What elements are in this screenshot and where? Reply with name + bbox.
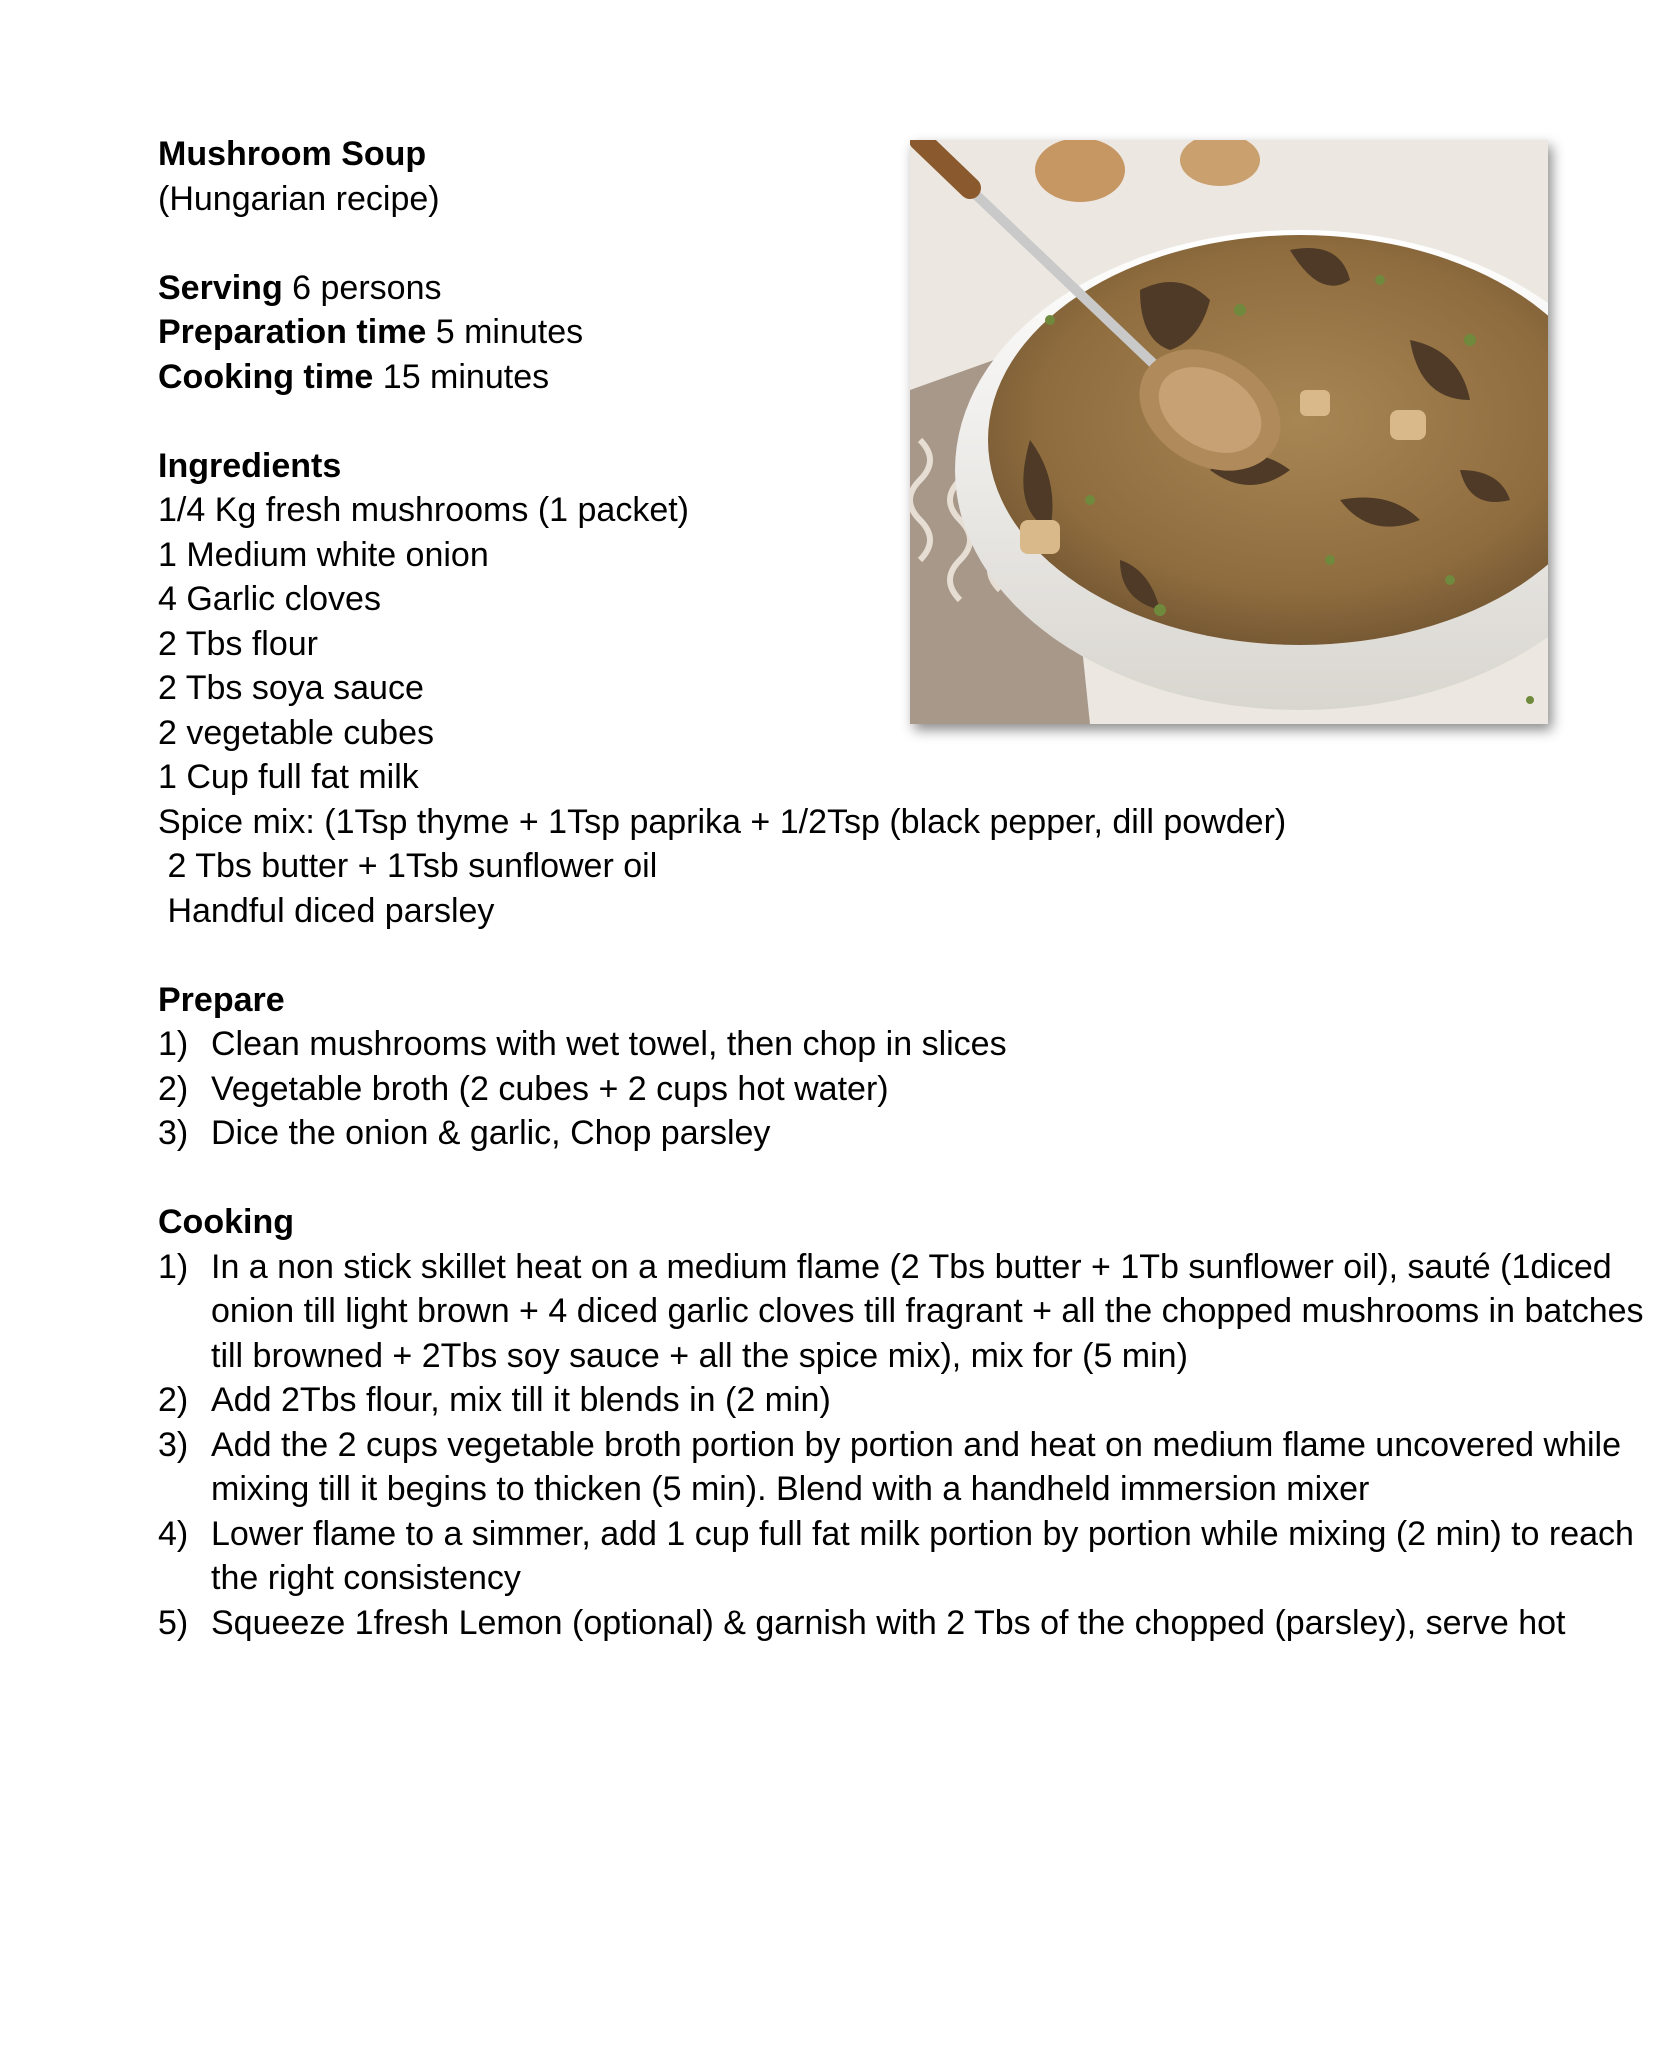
ingredient-item: 1/4 Kg fresh mushrooms (1 packet) [158, 491, 690, 529]
step-number: 3) [158, 1425, 189, 1464]
cook-time-value: 15 minutes [373, 357, 550, 396]
soup-bowl-illustration [910, 140, 1548, 724]
step-number: 2) [158, 1381, 189, 1419]
step-text: Dice the onion & garlic, Chop parsley [211, 1114, 771, 1152]
step-text: Add 2Tbs flour, mix till it blends in (2 min) [211, 1381, 831, 1419]
serving-value: 6 persons [282, 268, 442, 307]
mushroom-cap [1035, 140, 1125, 202]
ingredient-item: 2 Tbs butter + 1Tsb sunflower oil [158, 847, 658, 885]
recipe-title: Mushroom Soup [158, 135, 427, 173]
soup-photo [910, 140, 1548, 724]
step-text: Squeeze 1fresh Lemon (optional) & garnish with 2 Tbs of the chopped (parsley), serve hot [211, 1603, 1566, 1642]
ingredient-item: 2 Tbs soya sauce [158, 669, 424, 707]
prep-time-label: Preparation time [158, 313, 427, 351]
cooking-step [158, 1512, 1651, 1601]
ingredient-item: 4 Garlic cloves [158, 580, 381, 618]
step-number: 3) [158, 1114, 189, 1152]
cooking-step [158, 1423, 1651, 1512]
step-text: Lower flame to a simmer, add 1 cup full fat milk portion by portion while mixing (2 min) to reach the right consistency [211, 1514, 1634, 1597]
prepare-heading: Prepare [158, 980, 285, 1019]
cook-time-label: Cooking time [158, 357, 374, 396]
step-number: 1) [158, 1247, 189, 1286]
step-text: Clean mushrooms with wet towel, then chop in slices [211, 1025, 1007, 1063]
ingredient-item: 2 Tbs flour [158, 624, 319, 663]
cooking-heading: Cooking [158, 1203, 294, 1241]
prepare-step [158, 1111, 1558, 1156]
ingredient-item: Spice mix: (1Tsp thyme + 1Tsp paprika + 1/2Tsp (black pepper, dill powder) [158, 802, 1287, 841]
prepare-step [158, 1022, 1558, 1067]
cooking-step [158, 1601, 1651, 1646]
prepare-steps [158, 1022, 1558, 1156]
prep-time-value: 5 minutes [426, 313, 584, 351]
recipe-subtitle: (Hungarian recipe) [158, 179, 440, 218]
ingredient-item: Handful diced parsley [158, 891, 495, 930]
serving-label: Serving [158, 268, 283, 307]
step-number: 2) [158, 1069, 189, 1108]
ingredient-item: 2 vegetable cubes [158, 713, 434, 752]
ingredient-item: 1 Cup full fat milk [158, 758, 419, 796]
cooking-step [158, 1378, 1651, 1423]
step-number: 5) [158, 1603, 189, 1642]
ingredient-item: 1 Medium white onion [158, 535, 489, 574]
cooking-step [158, 1245, 1651, 1379]
cooking-steps [158, 1245, 1644, 1646]
step-text: In a non stick skillet heat on a medium flame (2 Tbs butter + 1Tb sunflower oil), sauté (1diced onion till light brown + 4 diced garlic cloves till fragrant + all the chopped mushrooms in batches till browned + 2Tbs soy sauce + all the spice mix), mix for (5 min) [211, 1247, 1644, 1375]
step-text: Vegetable broth (2 cubes + 2 cups hot water) [211, 1069, 889, 1108]
ingredients-heading: Ingredients [158, 446, 342, 485]
step-number: 1) [158, 1025, 189, 1063]
step-text: Add the 2 cups vegetable broth portion by portion and heat on medium flame uncovered while mixing till it begins to thicken (5 min). Blend with a handheld immersion mixer [211, 1425, 1622, 1508]
step-number: 4) [158, 1514, 189, 1553]
prepare-step [158, 1067, 1558, 1112]
